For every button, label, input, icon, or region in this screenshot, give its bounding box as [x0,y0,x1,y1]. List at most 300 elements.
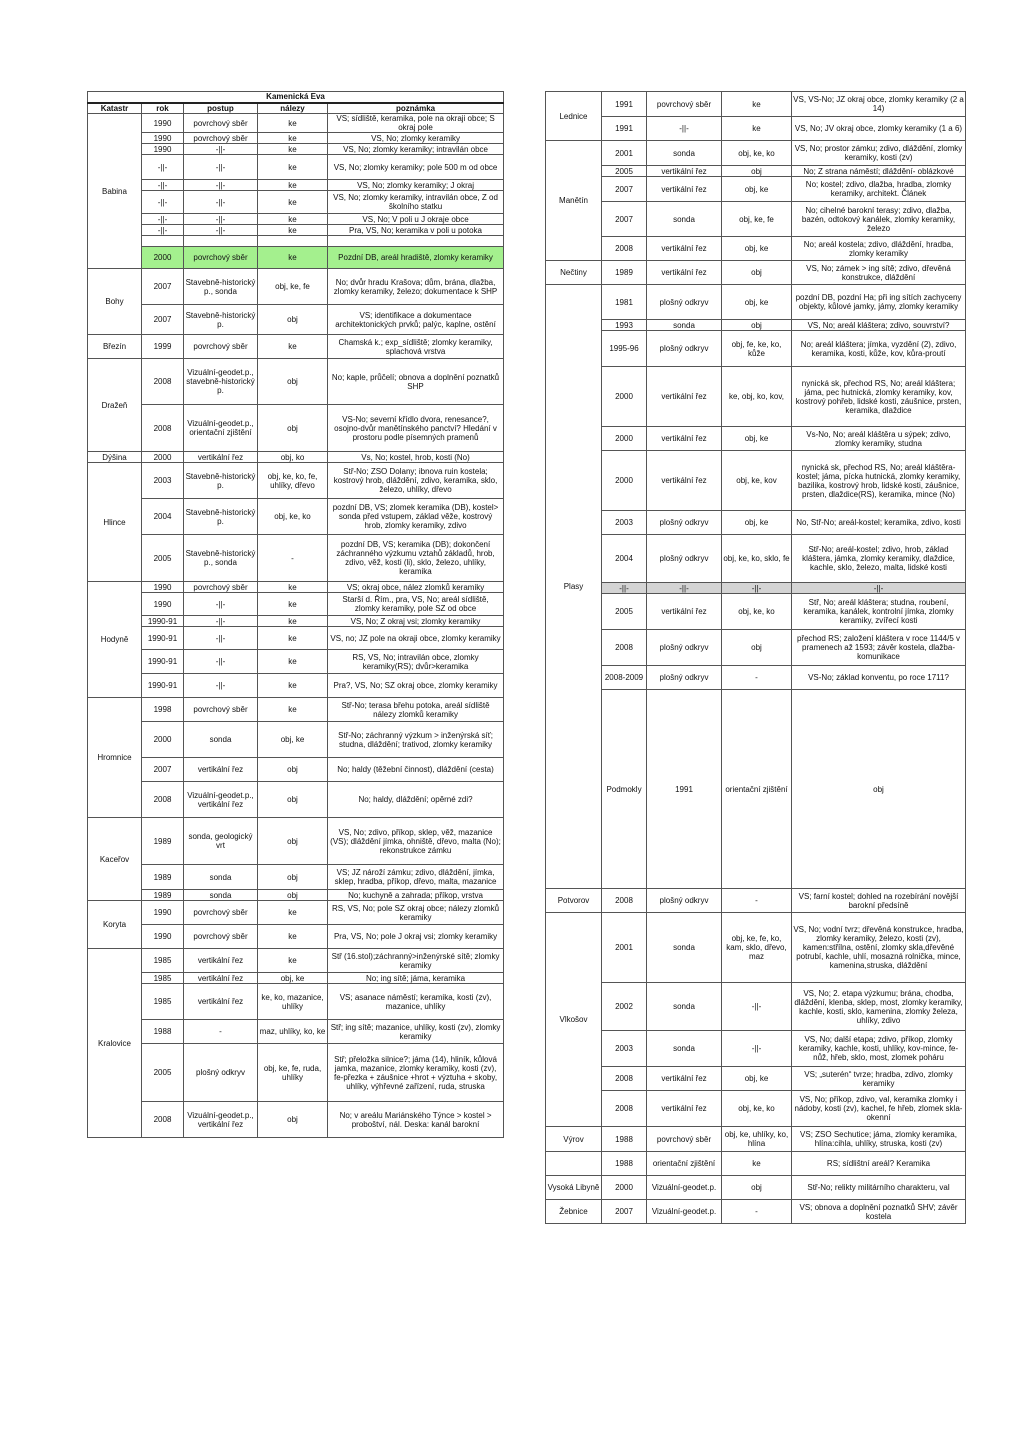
rok-cell: 2007 [142,305,184,335]
rok-cell: -||- [142,225,184,236]
postup-cell: vertikální řez [647,1067,722,1091]
rok-cell: 1991 [602,92,647,117]
poznamka-cell: VS, No; areál kláštera; zdivo, souvrství? [792,320,966,331]
rok-cell: 1990 [142,144,184,155]
nalezy-cell: obj, ke, kov [722,451,792,511]
rok-cell: 2008 [142,359,184,405]
table-row [88,973,504,984]
rok-cell: 1995-96 [602,331,647,367]
nalezy-cell: obj, ke [722,237,792,261]
poznamka-cell: RS, VS, No; pole SZ okraj obce; nálezy zlomků keramiky [328,901,504,925]
katastr-cell: Březín [88,335,142,359]
rok-cell: 2005 [602,166,647,177]
table-row [546,285,966,320]
poznamka-cell: VS; farní kostel; dohled na rozebírání novější barokní předsíně [792,889,966,913]
nalezy-cell: ke [258,925,328,949]
postup-cell: vertikální řez [184,949,258,973]
table-row [88,949,504,973]
katastr-cell: Hodyně [88,582,142,698]
rok-cell: 2005 [602,594,647,630]
postup-cell: -||- [184,144,258,155]
rok-cell: 1988 [602,1127,647,1152]
table-row [88,865,504,890]
rok-cell: 2000 [142,452,184,463]
postup-cell: vertikální řez [184,984,258,1020]
nalezy-cell: -||- [722,983,792,1031]
postup-cell: Vizuální-geodet.p., vertikální řez [184,1102,258,1138]
rok-cell: 1988 [602,1152,647,1176]
rok-cell: 2008 [142,405,184,452]
poznamka-cell: RS, VS, No; intravilán obce, zlomky keramiky(RS); dvůr>keramika [328,650,504,674]
rok-cell: 1990 [142,925,184,949]
postup-cell: vertikální řez [647,261,722,285]
rok-cell: 2007 [142,758,184,782]
poznamka-cell: Pra, VS, No; keramika v poli u potoka [328,225,504,236]
postup-cell: sonda [647,913,722,983]
poznamka-cell: Stř; ing sítě; mazanice, uhlíky, kosti (zv), zlomky keramiky [328,1020,504,1044]
poznamka-cell: nynická sk, přechod RS, No; areál kláštera; jáma, pec hutnická, zlomky keramiky, kov, kostrový pohřeb, lidské kosti, záušnice, prsten, keramika, dlaždice [792,367,966,427]
nalezy-cell: obj, ke, ko [722,594,792,630]
table-row [88,452,504,463]
table-row [546,1200,966,1224]
table-row [546,177,966,202]
table-row [88,114,504,133]
rok-cell: 1989 [142,865,184,890]
nalezy-cell: ke [258,191,328,214]
table-row [88,335,504,359]
nalezy-cell: obj [258,818,328,865]
nalezy-cell: - [258,535,328,582]
rok-cell: 1981 [602,285,647,320]
table-row [546,1031,966,1067]
poznamka-cell: Vs-No, No; areál kláštěra u sýpek; zdivo, zlomky keramiky, studna [792,427,966,451]
postup-cell: -||- [184,180,258,191]
poznamka-cell: Stř-No; relikty militárního charakteru, val [792,1176,966,1200]
table-row [546,511,966,535]
poznamka-cell: VS, No; Z okraj vsi; zlomky keramiky [328,616,504,627]
rok-cell: 1990-91 [142,627,184,650]
rok-cell: 2007 [602,202,647,237]
nalezy-cell: ke [258,180,328,191]
poznamka-cell: Starší d. Řím., pra, VS, No; areál sídliště, zlomky keramiky, pole SZ od obce [328,593,504,616]
postup-cell: -||- [184,650,258,674]
nalezy-cell [258,236,328,247]
poznamka-cell: No; cihelné barokní terasy; zdivo, dlažba, bazén, odtokový kanálek, zlomky keramiky, železo [792,202,966,237]
rok-cell: 2001 [602,913,647,983]
nalezy-cell: ke [258,335,328,359]
nalezy-cell: ke [258,247,328,269]
postup-cell: vertikální řez [184,973,258,984]
katastr-cell: Dražeň [88,359,142,452]
nalezy-cell: obj, ko [258,452,328,463]
postup-cell: sonda [184,865,258,890]
nalezy-cell: obj, ke [722,285,792,320]
nalezy-cell: obj, ke [258,973,328,984]
postup-cell: povrchový sběr [184,698,258,722]
rok-cell: 1985 [142,973,184,984]
poznamka-cell: nynická sk, přechod RS, No; areál kláštěra-kostel; jáma, pícka hutnická, zlomky keramiky, bazilika, kostrový hrob, lidské kosti, záušnice, prsten, dlaždice(RS), keramika, mince (No) [792,451,966,511]
nalezy-cell: obj, ke, fe, ruda, uhlíky [258,1044,328,1102]
table-left [87,91,504,1138]
rok-cell: 1999 [142,335,184,359]
nalezy-cell: ke [258,225,328,236]
nalezy-cell: ke [258,155,328,180]
katastr-cell: Bohy [88,269,142,335]
rok-cell: 1985 [142,949,184,973]
poznamka-cell [328,236,504,247]
rok-cell: 1990 [142,582,184,593]
poznamka-cell: -||- [792,583,966,594]
nalezy-cell: - [722,1200,792,1224]
rok-cell: -||- [142,191,184,214]
table-row [546,331,966,367]
nalezy-cell: obj [722,320,792,331]
poznamka-cell: VS, No; vodní tvrz; dřevěná konstrukce, hradba, zlomky keramiky, železo, kosti (zv), kamen:střílna, ostění, zlomky skla,dřevěné potrubí, kachle, uhlí, mosazná rolnička, mince, kamenina,struska, dláždění [792,913,966,983]
postup-cell: orientační zjištění [647,1152,722,1176]
nalezy-cell: obj [792,690,966,889]
rok-cell: 2000 [602,1176,647,1200]
nalezy-cell: obj [722,1176,792,1200]
postup-cell: -||- [184,191,258,214]
poznamka-cell: No; haldy (těžební činnost), dláždění (cesta) [328,758,504,782]
poznamka-cell: No; dvůr hradu Krašova; dům, brána, dlažba, zlomky keramiky, železo; dokumentace k SHP [328,269,504,305]
postup-cell: - [184,1020,258,1044]
poznamka-cell: VS, No; V poli u J okraje obce [328,214,504,225]
poznamka-cell: VS; obnova a doplnění poznatků SHV; závěr kostela [792,1200,966,1224]
table-row [546,451,966,511]
table-title: Kamenická Eva [88,92,504,103]
katastr-cell: Plasy [546,285,602,889]
poznamka-cell: Stř (16.stol);záchranný>inženýrské sítě; zlomky keramiky [328,949,504,973]
poznamka-cell: No; kostel; zdivo, dlažba, hradba, zlomky keramiky, architekt. Článek [792,177,966,202]
nalezy-cell: maz, uhlíky, ko, ke [258,1020,328,1044]
table-row [88,616,504,627]
nalezy-cell: - [722,666,792,690]
katastr-cell: Podmokly [602,690,647,889]
poznamka-cell: VS, no; JZ pole na okraji obce, zlomky keramiky [328,627,504,650]
nalezy-cell: obj [258,758,328,782]
postup-cell: vertikální řez [184,452,258,463]
table-row [88,627,504,650]
postup-cell: -||- [647,117,722,141]
poznamka-cell: Stř; přeložka silnice?; jáma (14), hliník, kůlová jamka, mazanice, zlomky keramiky, kosti (zv), fe-přezka + záušnice +hrot + výztuha + skoby, uhlíky, výhřevné zařízení, ruda, struska [328,1044,504,1102]
nalezy-cell: obj [258,359,328,405]
table-row [546,320,966,331]
poznamka-cell: VS, No; zdivo, příkop, sklep, věž, mazanice (VS); dláždění jímka, ohniště, dřevo, malta (No); rekonstrukce zámku [328,818,504,865]
postup-cell: sonda [184,890,258,901]
rok-cell: 1991 [602,117,647,141]
table-row [88,1102,504,1138]
table-row [88,499,504,535]
table-row [88,180,504,191]
postup-cell: sonda [647,141,722,166]
table-row [546,261,966,285]
nalezy-cell: ke [258,616,328,627]
nalezy-cell: -||- [722,1031,792,1067]
rok-cell: 2001 [602,141,647,166]
nalezy-cell: obj, ke, ko [722,1091,792,1127]
postup-cell: sonda [647,202,722,237]
nalezy-cell: ke [258,214,328,225]
header-nalezy: nálezy [258,103,328,114]
rok-cell: 2008 [602,1067,647,1091]
table-row [88,463,504,499]
rok-cell: 2000 [142,247,184,269]
nalezy-cell: obj, ke [258,722,328,758]
katastr-cell: Vlkošov [546,913,602,1127]
poznamka-cell: No; haldy, dláždění; opěrné zdi? [328,782,504,818]
nalezy-cell: ke [258,144,328,155]
postup-cell: plošný odkryv [647,285,722,320]
table-row [546,202,966,237]
table-row [546,630,966,666]
postup-cell: povrchový sběr [184,133,258,144]
rok-cell: 2000 [602,367,647,427]
rok-cell: 1990-91 [142,674,184,698]
postup-cell: vertikální řez [647,594,722,630]
nalezy-cell: obj, ke [722,177,792,202]
rok-cell: 1990 [142,901,184,925]
nalezy-cell: obj, ke [722,511,792,535]
postup-cell: Stavebně-historický p. [184,305,258,335]
postup-cell: vertikální řez [647,177,722,202]
postup-cell: plošný odkryv [647,889,722,913]
postup-cell: sonda [647,983,722,1031]
nalezy-cell: ke [722,1152,792,1176]
table-row [88,155,504,180]
postup-cell: -||- [184,155,258,180]
table-row [546,666,966,690]
postup-cell: -||- [184,225,258,236]
table-row [546,117,966,141]
poznamka-cell: Pozdní DB, areál hradiště, zlomky keramiky [328,247,504,269]
table-row [88,535,504,582]
postup-cell: vertikální řez [647,166,722,177]
rok-cell: 1989 [142,890,184,901]
postup-cell: vertikální řez [647,1091,722,1127]
table-row [88,359,504,405]
poznamka-cell: přechod RS; založení kláštera v roce 1144/5 v pramenech až 1593; závěr kostela, dlažba-komunikace [792,630,966,666]
poznamka-cell: Stř, No; areál kláštera; studna, roubení, keramika, kanálek, kontrolní jímka, zlomky keramiky, zvířecí kosti [792,594,966,630]
nalezy-cell: ke [258,650,328,674]
nalezy-cell: obj [722,166,792,177]
table-row [88,133,504,144]
nalezy-cell: ke [722,117,792,141]
table-row [88,305,504,335]
table-row [546,1067,966,1091]
rok-cell: 1989 [602,261,647,285]
rok-cell: 1990-91 [142,650,184,674]
poznamka-cell: VS, No; 2. etapa výzkumu; brána, chodba, dláždění, klenba, sklep, most, zlomky keramiky, kachle, kosti, sklo, kamenina, zlomky železa, uhlíky, zdivo [792,983,966,1031]
postup-cell: Vizuální-geodet.p., stavebně-historický p. [184,359,258,405]
rok-cell: 1993 [602,320,647,331]
postup-cell: vertikální řez [647,367,722,427]
header-postup: postup [184,103,258,114]
rok-cell: 2005 [142,535,184,582]
postup-cell [184,236,258,247]
poznamka-cell: No; kaple, průčelí; obnova a doplnění poznatků SHP [328,359,504,405]
table-row [88,650,504,674]
nalezy-cell: obj [722,261,792,285]
katastr-cell: Kaceřov [88,818,142,901]
poznamka-cell: RS; sídlištní areál? Keramika [792,1152,966,1176]
rok-cell [142,236,184,247]
nalezy-cell: obj [722,630,792,666]
katastr-cell: Výrov [546,1127,602,1152]
rok-cell: 1991 [647,690,722,889]
postup-cell: Vizuální-geodet.p. [647,1176,722,1200]
table-row [546,583,966,594]
poznamka-cell: VS; identifikace a dokumentace architektonických prvků; palýc, kaplne, ostění [328,305,504,335]
rok-cell: -||- [602,583,647,594]
table-row [546,166,966,177]
rok-cell: 2008 [602,889,647,913]
postup-cell: plošný odkryv [647,535,722,583]
table-row [88,674,504,698]
postup-cell: povrchový sběr [184,114,258,133]
table-row [546,141,966,166]
table-row [546,427,966,451]
rok-cell: 1990 [142,593,184,616]
postup-cell: povrchový sběr [184,901,258,925]
table-row [88,1044,504,1102]
nalezy-cell: obj, ke, ko, sklo, fe [722,535,792,583]
table-row [546,889,966,913]
postup-cell: vertikální řez [647,451,722,511]
nalezy-cell: obj, ke, uhlíky, ko, hlína [722,1127,792,1152]
table-row [88,269,504,305]
katastr-cell: Potvorov [546,889,602,913]
table-row [546,237,966,261]
postup-cell: plošný odkryv [647,630,722,666]
rok-cell: -||- [142,155,184,180]
rok-cell: 2008 [142,1102,184,1138]
poznamka-cell: Stř-No; terasa břehu potoka, areál sídliště nálezy zlomků keramiky [328,698,504,722]
nalezy-cell: obj, ke, fe, ko, kam, sklo, dřevo, maz [722,913,792,983]
rok-cell: 1988 [142,1020,184,1044]
table-row [88,191,504,214]
poznamka-cell: pozdní DB, pozdní Ha; při ing sítích zachyceny objekty, kůlové jamky, jámy, zlomky keramiky [792,285,966,320]
poznamka-cell: VS, VS-No; JZ okraj obce, zlomky keramiky (2 a 14) [792,92,966,117]
postup-cell: sonda [184,722,258,758]
poznamka-cell: VS; okraj obce, nález zlomků keramiky [328,582,504,593]
poznamka-cell: VS, No; JV okraj obce, zlomky keramiky (1 a 6) [792,117,966,141]
table-row [88,782,504,818]
poznamka-cell: VS, No; zlomky keramiky, intravilán obce, Z od školního statku [328,191,504,214]
poznamka-cell: Vs, No; kostel, hrob, kosti (No) [328,452,504,463]
poznamka-cell: VS; JZ nároží zámku; zdivo, dláždění, jímka, sklep, hradba, příkop, dřevo, malta, mazanice [328,865,504,890]
nalezy-cell: ke [258,133,328,144]
katastr-cell: Hromnice [88,698,142,818]
poznamka-cell: Pra?, VS, No; SZ okraj obce, zlomky keramiky [328,674,504,698]
rok-cell: 2008 [142,782,184,818]
poznamka-cell: VS; asanace náměstí; keramika, kosti (zv), mazanice, uhlíky [328,984,504,1020]
poznamka-cell: VS, No; zlomky keramiky; intravilán obce [328,144,504,155]
katastr-cell: Manětín [546,141,602,261]
postup-cell: povrchový sběr [184,582,258,593]
nalezy-cell: obj [258,1102,328,1138]
poznamka-cell: No; ing sítě; jáma, keramika [328,973,504,984]
table-row [88,901,504,925]
poznamka-cell: pozdní DB, VS; zlomek keramika (DB), kostel> sonda před vstupem, základ věže, kostrový hrob, zlomky keramiky, zdivo [328,499,504,535]
postup-cell: vertikální řez [647,427,722,451]
postup-cell: povrchový sběr [647,92,722,117]
katastr-cell: Hlince [88,463,142,582]
katastr-cell: Vysoká Libyně [546,1176,602,1200]
poznamka-cell: No; Z strana náměstí; dláždění- oblázkové [792,166,966,177]
nalezy-cell: obj, ke, fe [258,269,328,305]
nalezy-cell: ke [258,674,328,698]
poznamka-cell: VS-No; základ konventu, po roce 1711? [792,666,966,690]
katastr-cell: Koryta [88,901,142,949]
table-row [88,698,504,722]
postup-cell: -||- [184,593,258,616]
header-katastr: Katastr [88,103,142,114]
table-row [88,984,504,1020]
table-row [88,225,504,236]
nalezy-cell: obj [258,405,328,452]
rok-cell: 2007 [142,269,184,305]
postup-cell: -||- [184,214,258,225]
nalezy-cell: obj, ke, ko, fe, uhlíky, dřevo [258,463,328,499]
postup-cell: plošný odkryv [184,1044,258,1102]
rok-cell: 2000 [142,722,184,758]
poznamka-cell: VS, No; příkop, zdivo, val, keramika zlomky i nádoby, kosti (zv), kachel, fe hřeb, zlomek skla- okenní [792,1091,966,1127]
poznamka-cell: VS; ZSO Sechutice; jáma, zlomky keramika, hlína:cihla, uhlíky, struska, kosti (zv) [792,1127,966,1152]
nalezy-cell: obj, fe, ke, ko, kůže [722,331,792,367]
rok-cell: 2008 [602,1091,647,1127]
rok-cell: 2004 [142,499,184,535]
poznamka-cell: Stř-No; areál-kostel; zdivo, hrob, základ kláštera, jámka, zlomky keramiky, dlaždice, kachle, sklo, železo, malta, lidské kosti [792,535,966,583]
poznamka-cell: pozdní DB, VS; keramika (DB); dokončení záchranného výzkumu vztahů základů, hrob, zdivo, věž, kosti (li), sklo, železo, uhlíky, keramika [328,535,504,582]
table-row [546,1127,966,1152]
table-row [88,890,504,901]
table-row [546,1152,966,1176]
rok-cell: 2003 [602,511,647,535]
postup-cell: povrchový sběr [184,925,258,949]
rok-cell: 2007 [602,177,647,202]
table-row [88,144,504,155]
poznamka-cell: VS, No; další etapa; zdivo, příkop, zlomky keramiky, kachle, kosti, uhlíky, kov-mince, fe-nůž, hřeb, sklo, most, zlomek poháru [792,1031,966,1067]
rok-cell: 1990-91 [142,616,184,627]
katastr-cell: Žebnice [546,1200,602,1224]
table-left-body [88,114,504,1138]
katastr-cell: Lednice [546,92,602,141]
postup-cell: vertikální řez [184,758,258,782]
table-row [88,1020,504,1044]
postup-cell: povrchový sběr [184,335,258,359]
nalezy-cell: obj [258,890,328,901]
nalezy-cell: ke, obj, ko, kov, [722,367,792,427]
katastr-cell: Kralovice [88,949,142,1138]
poznamka-cell: No; v areálu Mariánského Týnce > kostel > proboštví, nál. Deska: kanál barokní [328,1102,504,1138]
rok-cell: -||- [142,214,184,225]
nalezy-cell: ke [258,114,328,133]
header-rok: rok [142,103,184,114]
table-right-body [546,92,966,1224]
nalezy-cell: ke [258,949,328,973]
rok-cell: 1989 [142,818,184,865]
header-poznamka: poznámka [328,103,504,114]
postup-cell: sonda, geologický vrt [184,818,258,865]
poznamka-cell: VS-No; severní křídlo dvora, renesance?, osojno-dvůr manětínského panctví? Hledání v prostoru podle písemných pramenů [328,405,504,452]
table-row [546,92,966,117]
postup-cell: vertikální řez [647,237,722,261]
table-row [88,247,504,269]
postup-cell: -||- [184,674,258,698]
nalezy-cell: obj [258,782,328,818]
poznamka-cell: Stř-No; ZSO Dolany; ibnova ruin kostela; kostrový hrob, dláždění, zdivo, keramika, sklo, železo, uhlíky, dřevo [328,463,504,499]
